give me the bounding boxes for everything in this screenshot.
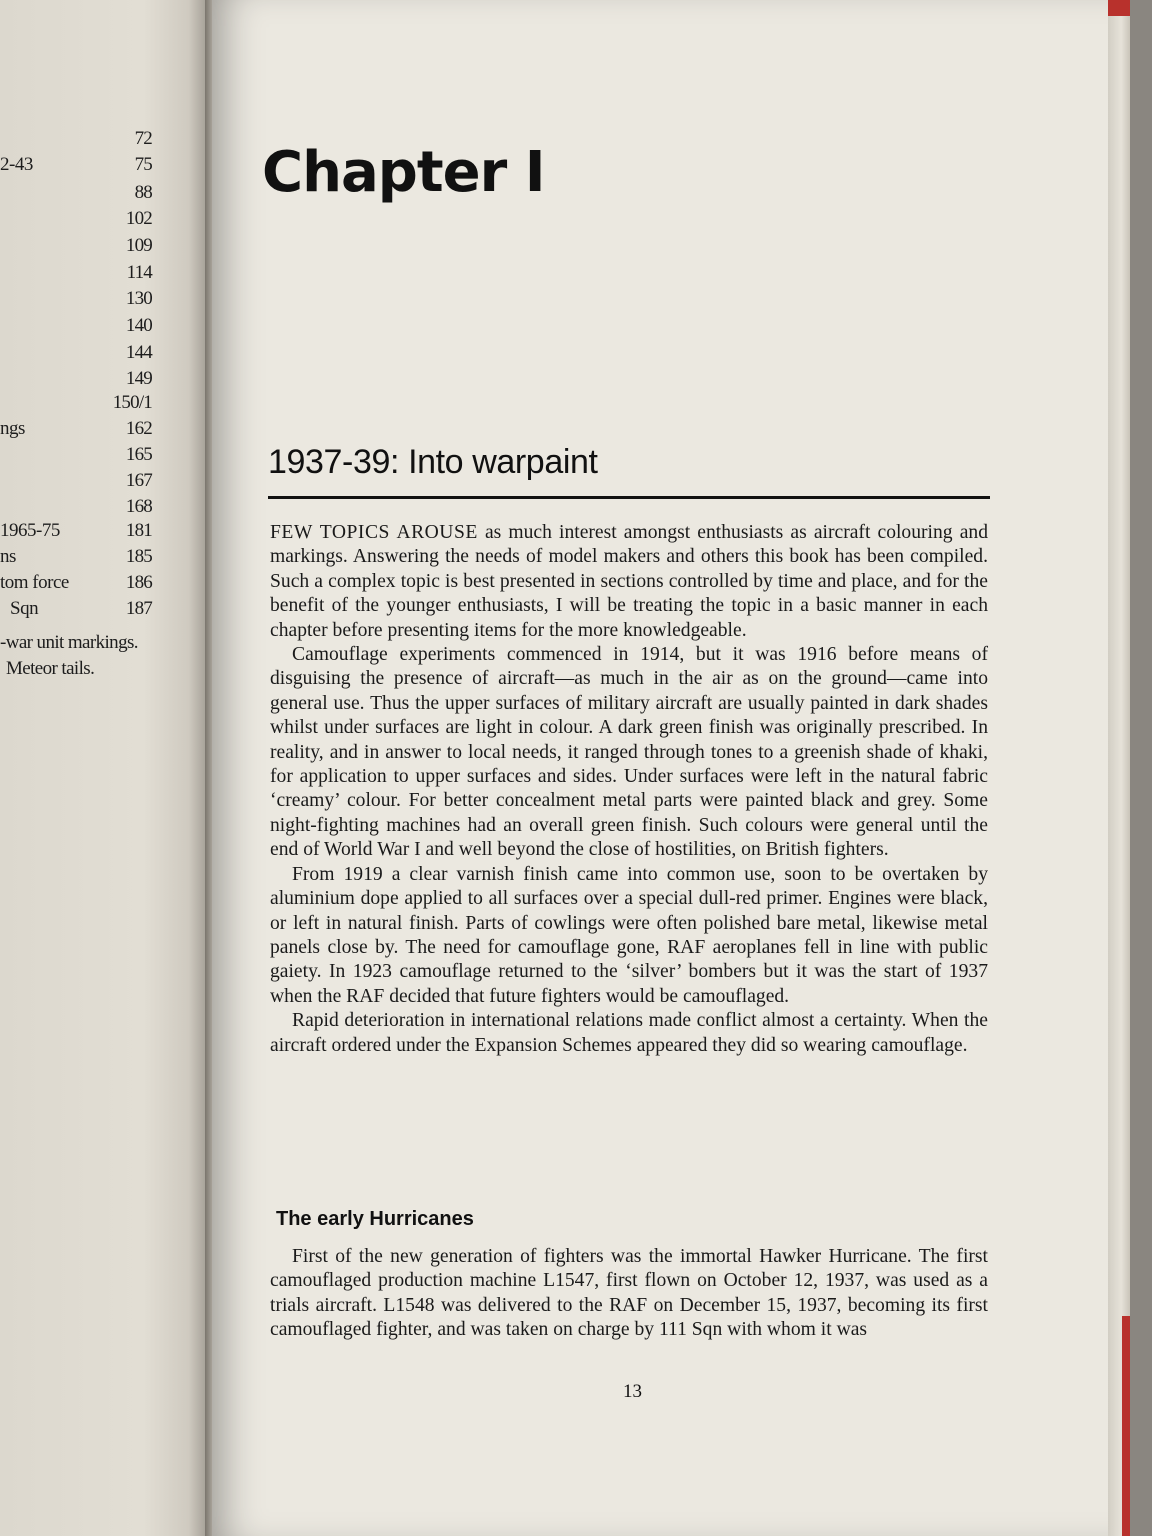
contents-row-page: 186 [125, 572, 152, 593]
paragraph: Rapid deterioration in international relations made conflict almost a certainty. When the aircraft ordered under the Expansion Schemes appeared they did so wearing camouflage. [270, 1010, 988, 1056]
contents-row-page: 162 [125, 418, 152, 439]
contents-row [0, 128, 180, 152]
cover-red-corner [1108, 0, 1130, 16]
contents-row-label: 1965-75 [0, 520, 60, 541]
contents-row-page: 168 [125, 496, 152, 517]
contents-row-page: 75 [134, 154, 152, 175]
contents-row-page: 167 [125, 470, 152, 491]
subheading: The early Hurricanes [276, 1208, 474, 1230]
contents-row-page: 187 [125, 598, 152, 619]
contents-row-page: 130 [125, 288, 152, 309]
contents-row-page: 185 [125, 546, 152, 567]
cover-edge [1108, 0, 1130, 1536]
contents-row [0, 496, 180, 520]
contents-row-page: 109 [125, 235, 152, 256]
facing-page-left [0, 0, 205, 1536]
contents-row [0, 444, 180, 468]
contents-row-page: 165 [125, 444, 152, 465]
contents-row [0, 315, 180, 339]
contents-row [0, 520, 180, 544]
contents-row [0, 418, 180, 442]
contents-row-label: tom force [0, 572, 69, 593]
contents-row-page: 102 [125, 208, 152, 229]
section-title: 1937-39: Into warpaint [268, 443, 598, 481]
paragraph: From 1919 a clear varnish finish came into common use, soon to be overtaken by aluminium dope applied to all surfaces over a special dull-red primer. Engines were black, or left in natural finish. Parts of cowlings were often polished bare metal, likewise metal panels close by. The need for camouflage gone, RAF aeroplanes fell in line with public gaiety. In 1923 camouflage returned to the ‘silver’ bombers but it was the start of 1937 when the RAF decided that future fighters would be camouflaged. [270, 863, 988, 1007]
contents-row [0, 154, 180, 178]
paragraph [270, 521, 988, 643]
contents-row [0, 392, 180, 416]
title-rule [268, 496, 990, 499]
contents-row-page: 181 [125, 520, 152, 541]
contents-note-line: Meteor tails. [6, 658, 95, 679]
contents-row-page: 144 [125, 342, 152, 363]
contents-row [0, 572, 180, 596]
contents-row [0, 235, 180, 259]
contents-row-page: 114 [126, 262, 152, 283]
contents-row-page: 149 [125, 368, 152, 389]
body-text-continued [270, 1245, 988, 1343]
contents-row [0, 208, 180, 232]
paragraph-lead: FEW TOPICS AROUSE [270, 522, 478, 543]
paragraph-text: as much interest amongst enthusiasts as aircraft colouring and markings. Answering the needs of model makers and others this book has been compiled. Such a complex topic is best presented in sections controlled by time and place, and for the benefit of the younger enthusiasts, I will be treating the topic in a basic manner in each chapter before presenting items for the more knowledgeable. [270, 522, 988, 641]
contents-row-page: 88 [134, 182, 152, 203]
contents-row [0, 288, 180, 312]
contents-row-label: 2-43 [0, 154, 33, 175]
cover-red-edge [1122, 1316, 1130, 1536]
contents-row-label: ns [0, 546, 16, 567]
paragraph: First of the new generation of fighters was the immortal Hawker Hurricane. The first camouflaged production machine L1547, first flown on October 12, 1937, was used as a trials aircraft. L1548 was delivered to the RAF on December 15, 1937, becoming its first camouflaged fighter, and was taken on charge by 111 Sqn with whom it was [270, 1246, 988, 1341]
contents-row-page: 140 [125, 315, 152, 336]
contents-row [0, 182, 180, 206]
paragraph: Camouflage experiments commenced in 1914, but it was 1916 before means of disguising the presence of aircraft—as much in the air as on the ground—came into general use. Thus the upper surfaces of military aircraft are usually painted in dark shades whilst under surfaces are light in colour. A dark green finish was originally prescribed. In reality, and in answer to local needs, it ranged through tones to a greenish shade of khaki, for application to upper surfaces and sides. Under surfaces were left in the natural fabric ‘creamy’ colour. For better concealment metal parts were painted black and grey. Some night-fighting machines had an overall green finish. Such colours were general until the end of World War I and well beyond the close of hostilities, on British fighters. [270, 644, 988, 861]
contents-row [0, 368, 180, 392]
contents-row [0, 262, 180, 286]
contents-row-page: 150/1 [112, 392, 152, 413]
chapter-title: Chapter I [262, 140, 545, 205]
contents-row-label: Sqn [10, 598, 39, 619]
page-number: 13 [623, 1381, 642, 1402]
contents-row [0, 546, 180, 570]
body-text [270, 521, 988, 1058]
contents-row [0, 342, 180, 366]
contents-row-page: 72 [134, 128, 152, 149]
contents-row [0, 470, 180, 494]
contents-note-line: -war unit markings. [0, 632, 138, 653]
contents-row [0, 598, 180, 622]
contents-row-label: ngs [0, 418, 25, 439]
